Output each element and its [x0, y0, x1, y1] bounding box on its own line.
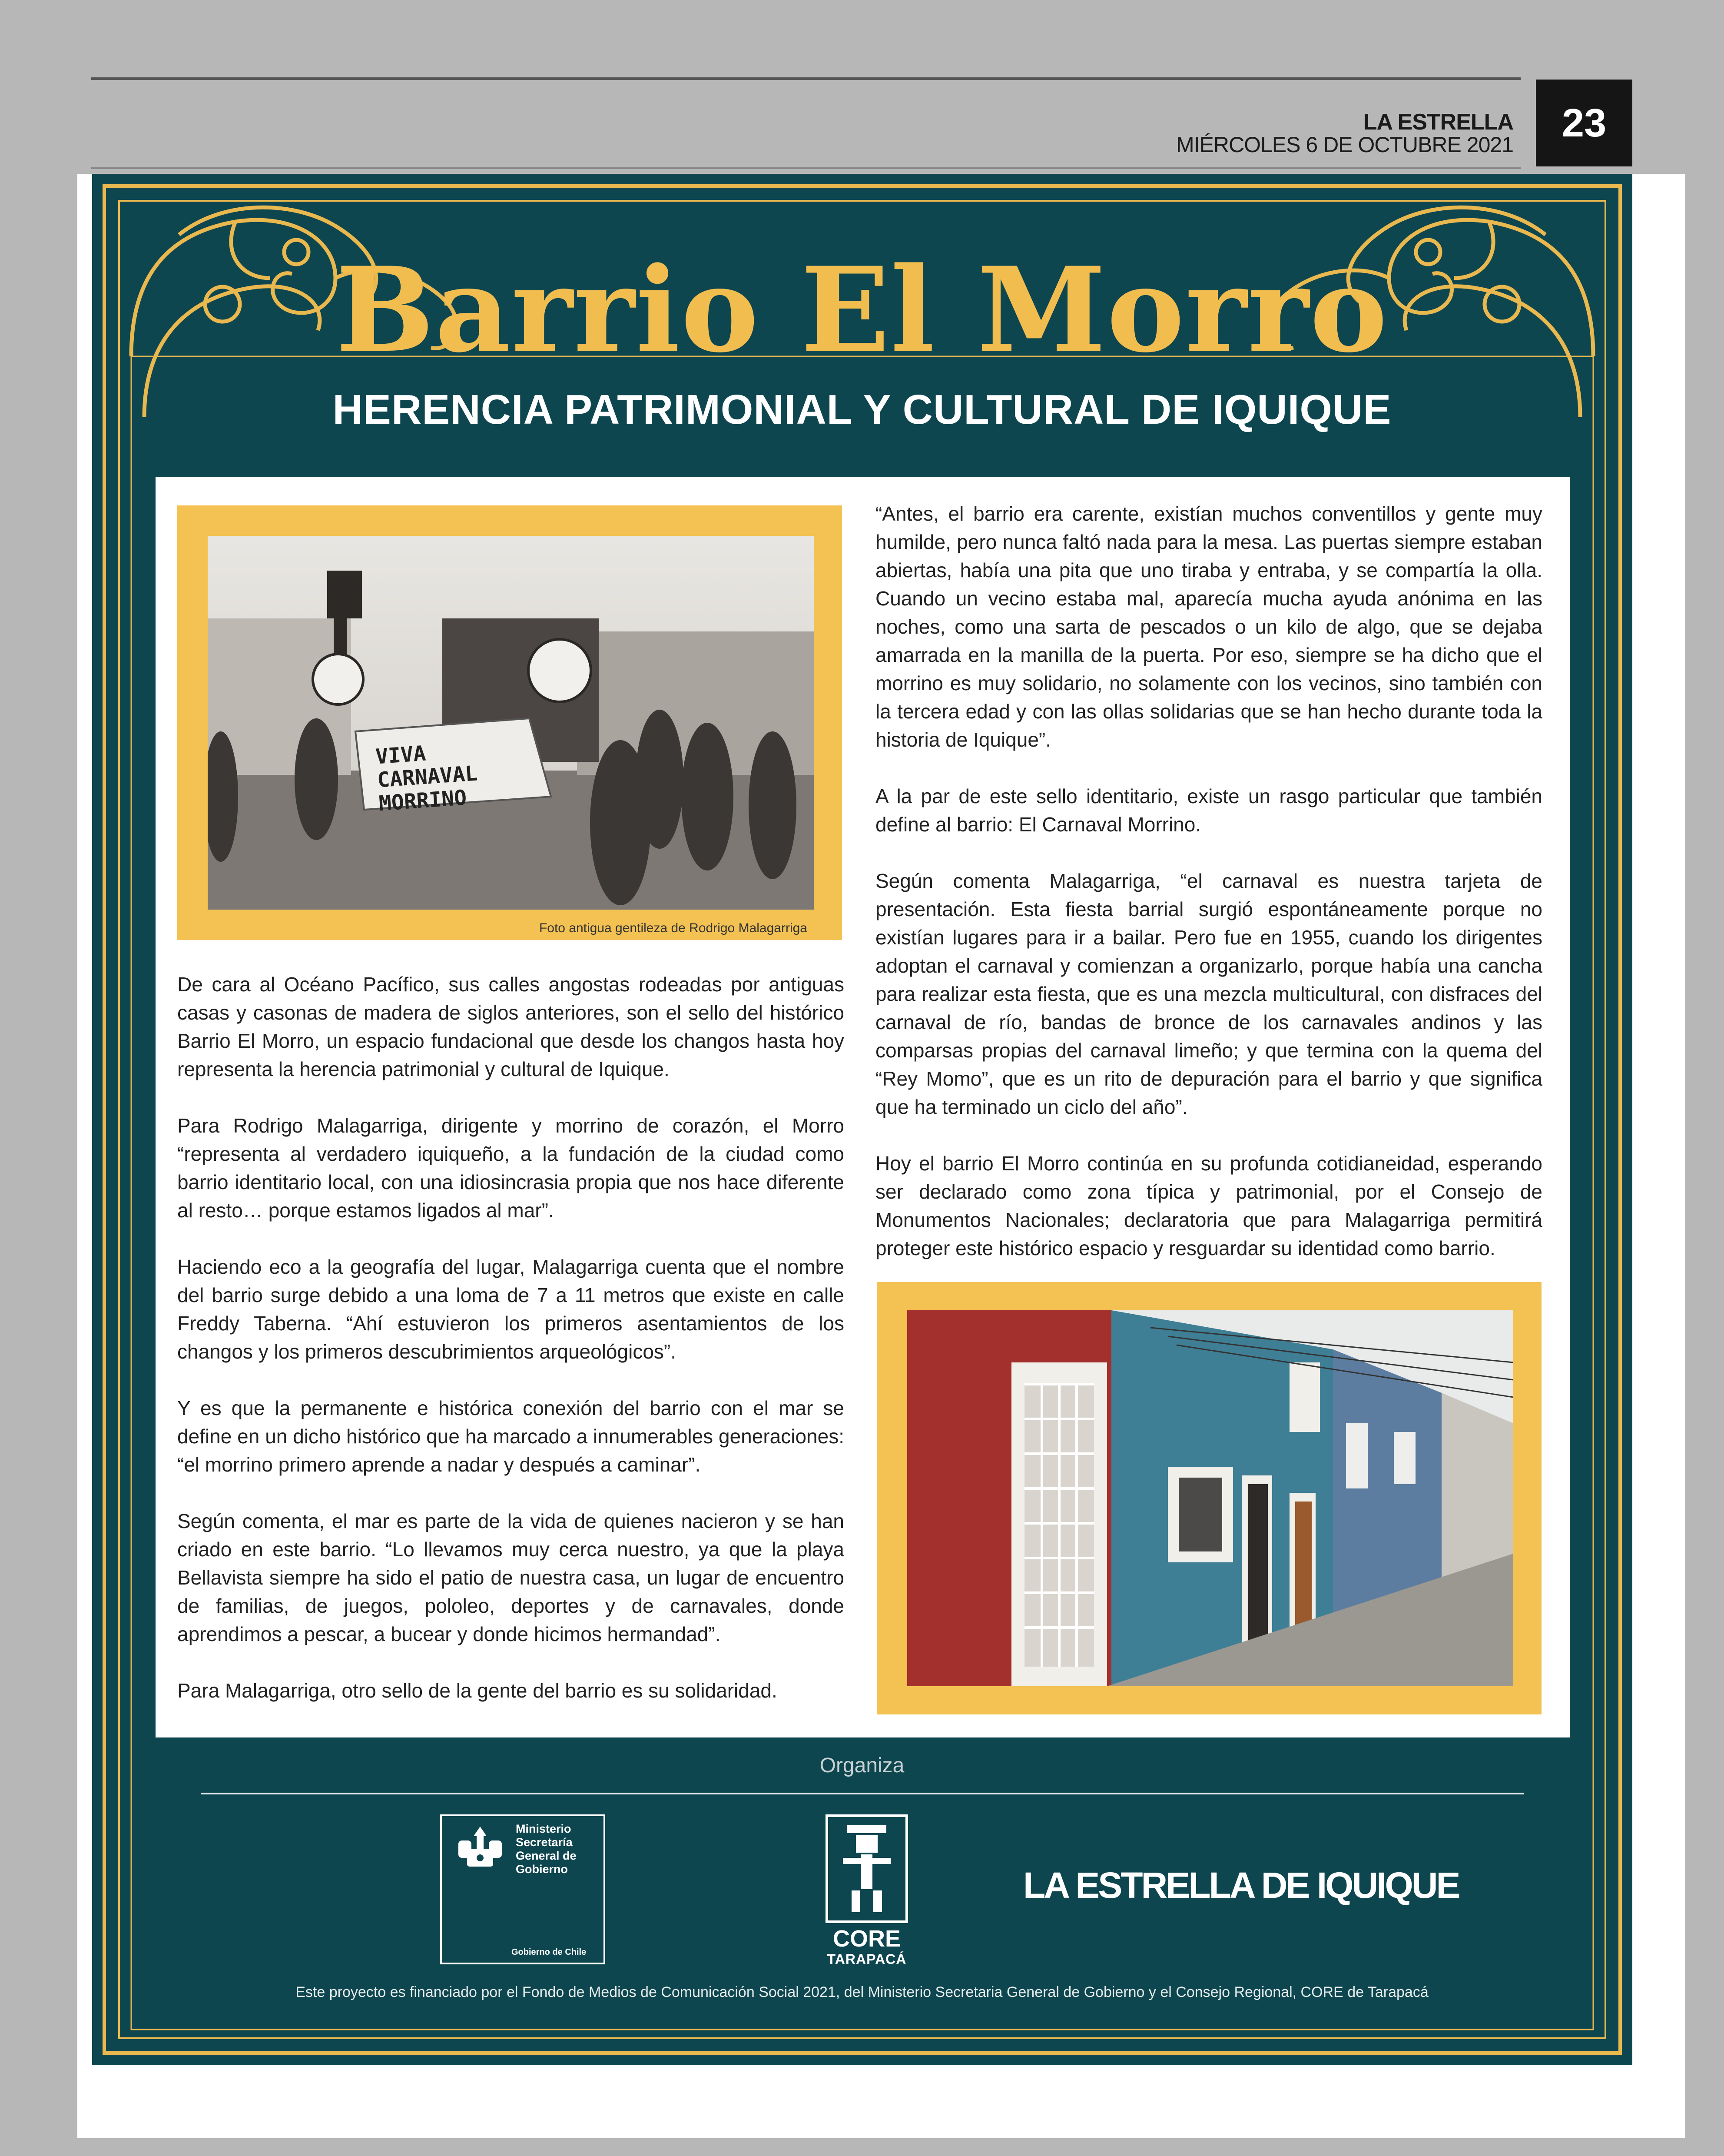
paragraph: Y es que la permanente e histórica conexión del barrio con el mar se define en un dicho histórico que ha marcado a innumerables generaciones: “el morrino primero aprende a nadar y después a caminar”.: [177, 1397, 844, 1476]
paragraph: Haciendo eco a la geografía del lugar, Malagarriga cuenta que el nombre del barrio surge debido a una loma de 7 a 11 metros que existe en calle Freddy Taberna. “Ahí estuvieron los primeros asentamientos de los changos y los primeros descubrimientos arqueológicos”.: [177, 1256, 844, 1363]
estrella-logo-left: LA ESTRELLA: [1023, 1865, 1253, 1906]
article-left-column: [177, 970, 844, 1733]
header-rule: [91, 167, 1521, 169]
street-photo-frame: [877, 1282, 1542, 1714]
top-rule: [91, 77, 1521, 80]
historic-photo-image: [208, 536, 814, 910]
core-region: TARAPACÁ: [827, 1951, 907, 1967]
paragraph: Para Malagarriga, otro sello de la gente del barrio es su solidaridad.: [177, 1679, 777, 1702]
ministerio-logo: [440, 1814, 605, 1964]
paragraph: De cara al Océano Pacífico, sus calles angostas rodeadas por antiguas casas y casonas de madera de siglos anteriores, son el sello del histórico Barrio El Morro, un espacio fundacional que desde los changos hasta hoy representa la herencia patrimonial y cultural de Iquique.: [177, 973, 844, 1080]
masthead: [1176, 111, 1513, 156]
street-photo-image: [907, 1310, 1513, 1686]
newspaper-name: LA ESTRELLA: [1363, 110, 1513, 135]
organiza-label: Organiza: [819, 1754, 905, 1777]
chile-coat-of-arms-icon: [450, 1823, 511, 1871]
page-number: 23: [1536, 80, 1632, 166]
estrella-logo-right: IQUIQUE: [1316, 1865, 1459, 1906]
core-word: CORE: [832, 1926, 901, 1952]
paragraph: Según comenta, el mar es parte de la vida de quienes nacieron y se han criado en este barrio. “Lo llevamos muy cerca nuestro, ya que la playa Bellavista siempre ha sido el patio de nuestra casa, un lugar de encuentro de familias, de juegos, pololeo, deportes y de carnavales, donde aprendimos a pescar, a bucear y donde hicimos hermandad”.: [177, 1510, 844, 1645]
paragraph: Hoy el barrio El Morro continúa en su profunda cotidianeidad, esperando ser declarado como zona típica y patrimonial, por el Consejo de Monumentos Nacionales; declaratoria que para Malagarriga permitirá proteger este histórico espacio y resguardar su identidad como barrio.: [875, 1152, 1542, 1259]
historic-photo-frame: [177, 505, 842, 940]
core-figure-icon: [826, 1814, 908, 1923]
historic-photo-caption: Foto antigua gentileza de Rodrigo Malagarriga: [539, 921, 807, 935]
footer-rule: [201, 1793, 1524, 1794]
ministerio-text: Ministerio Secretaría General de Gobierno: [516, 1822, 577, 1876]
street-houses-photo: [907, 1310, 1513, 1686]
core-tarapaca-logo: [826, 1814, 908, 1967]
paragraph: “Antes, el barrio era carente, existían muchos conventillos y gente muy humilde, pero nunca faltó nada para la mesa. Las puertas siempre estaban abiertas, había una pita que uno tiraba y entraba, y se compartía la olla. Cuando un vecino estaba mal, aparecía mucha ayuda anónima en las noches, como una sarta de pescados o un kilo de algo, que se dejaba amarrada en la manilla de la puerta. Por eso, siempre se ha dicho que el morrino es muy solidario, no solamente con los vecinos, sino también con la tercera edad y con las ollas solidarias que se han hecho durante toda la historia de Iquique”.: [875, 502, 1542, 751]
gobierno-de-chile-text: Gobierno de Chile: [511, 1947, 587, 1957]
paragraph: Según comenta Malagarriga, “el carnaval es nuestra tarjeta de presentación. Esta fiesta barrial surgió espontáneamente porque no existían lugares para ir a bailar. Pero fue en 1955, cuando los dirigentes adoptan el carnaval y comienzan a organizarlo, porque había una cancha para realizar esta fiesta, que es una mezcla multicultural, con disfraces del carnaval de río, bandas de bronce de los carnavales andinos y las comparsas propias del carnaval limeño; y que termina con la quema del “Rey Momo”, que es un rito de depuración para el barrio y que significa que ha terminado un ciclo del año”.: [875, 870, 1542, 1118]
estrella-logo-de: DE: [1261, 1865, 1309, 1906]
paragraph: A la par de este sello identitario, existe un rasgo particular que también define al barrio: El Carnaval Morrino.: [875, 785, 1542, 836]
article-right-column: [875, 500, 1542, 1291]
article-content-box: [156, 477, 1570, 1737]
feature-subtitle: HERENCIA PATRIMONIAL Y CULTURAL DE IQUIQUE: [332, 386, 1392, 433]
issue-date: MIÉRCOLES 6 DE OCTUBRE 2021: [1176, 133, 1513, 157]
paragraph: Para Rodrigo Malagarriga, dirigente y morrino de corazón, el Morro “representa al verdadero iquiqueño, a la fundación de la ciudad como barrio identitario local, con una idiosincrasia propia que nos hace diferente al resto… porque estamos ligados al mar”.: [177, 1114, 844, 1222]
banner-text: VIVA CARNAVAL MORRINO: [375, 741, 478, 816]
feature-title: Barrio El Morro: [335, 242, 1389, 379]
historic-carnival-photo: [208, 536, 814, 910]
funding-disclaimer: Este proyecto es financiado por el Fondo de Medios de Comunicación Social 2021, del Ministerio Secretaria General de Gobierno y el Consejo Regional, CORE de Tarapacá: [295, 1984, 1429, 2000]
la-estrella-logo: [1023, 1864, 1459, 1907]
